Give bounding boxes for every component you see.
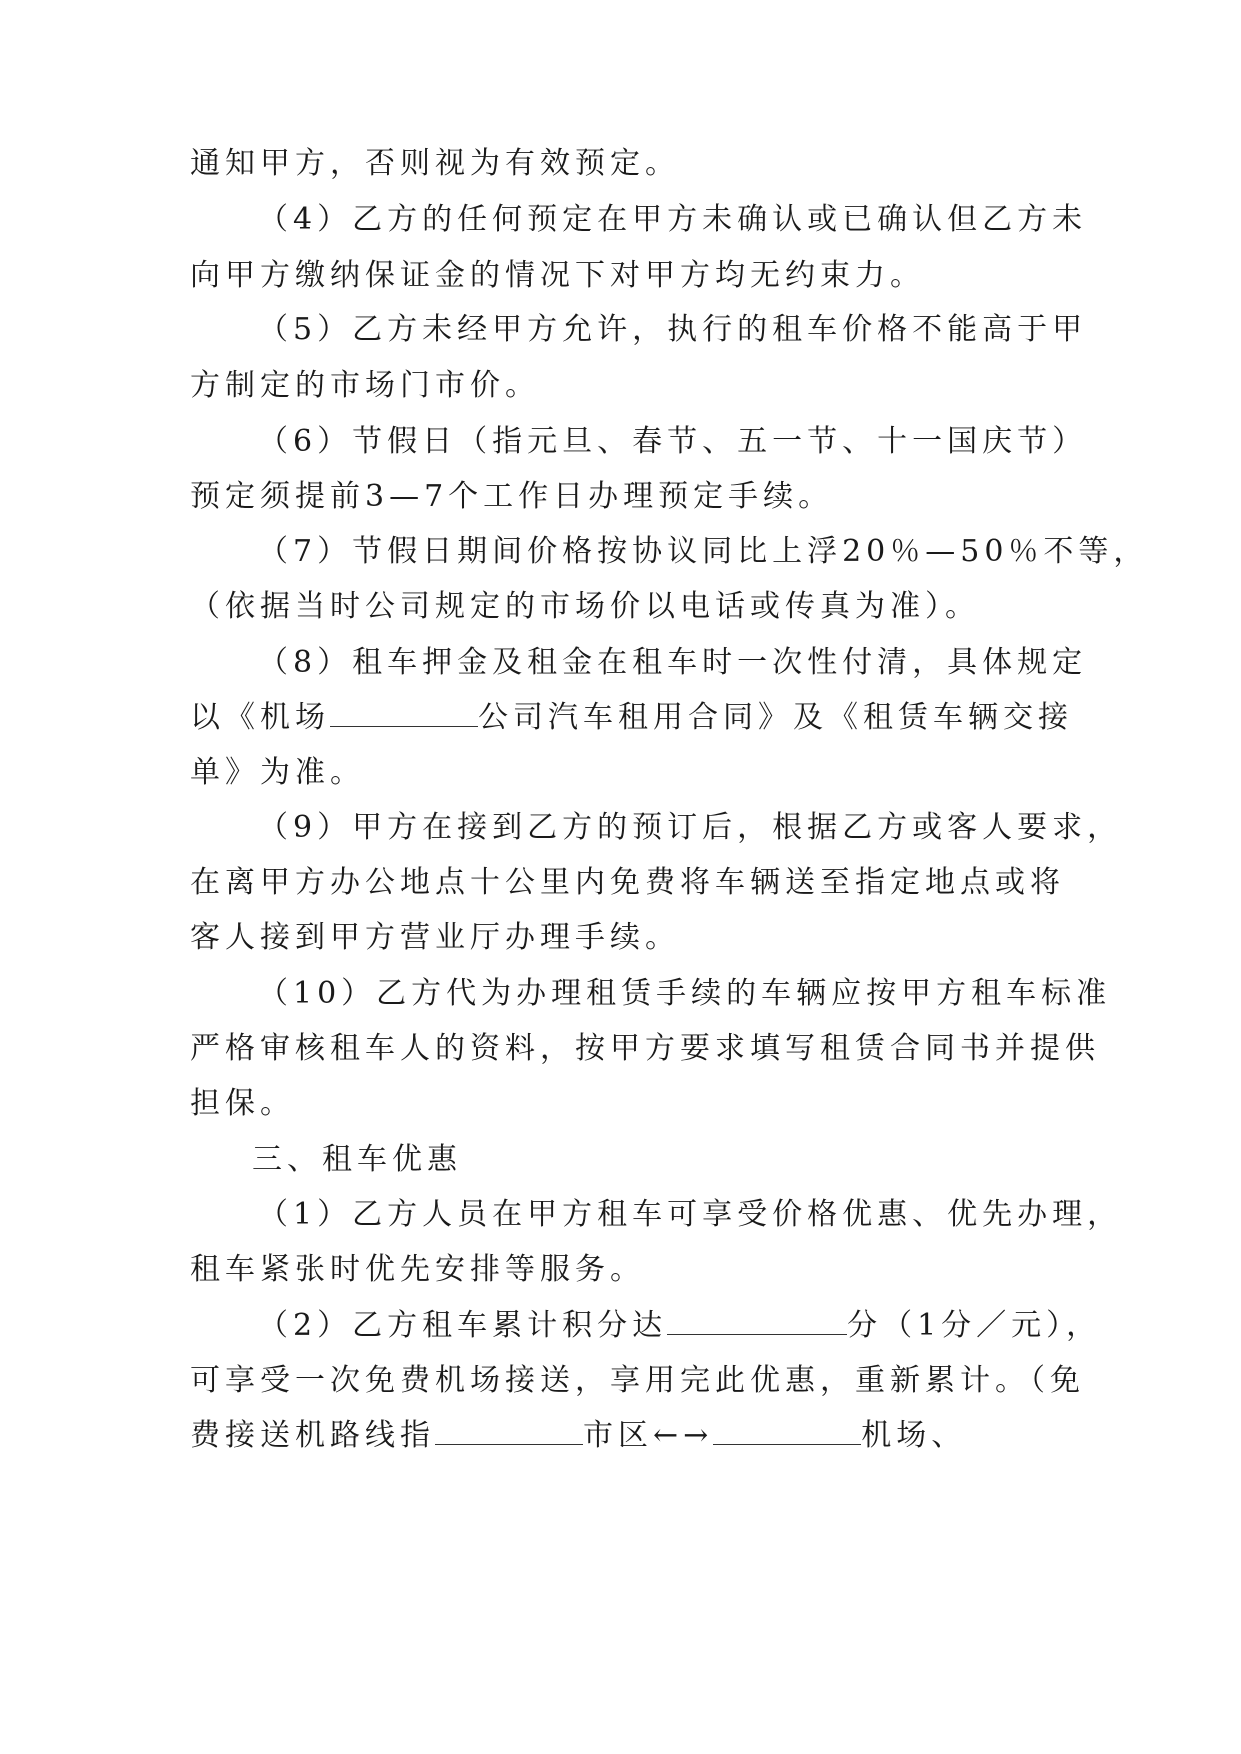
text-segment: 机场、: [861, 1418, 967, 1453]
clause-6-line-2: 预定须提前3—7个工作日办理预定手续。: [190, 479, 834, 514]
section-heading: 三、租车优惠: [252, 1142, 462, 1177]
fill-in-blank[interactable]: [713, 1418, 861, 1445]
discount-1-line-1: （1）乙方人员在甲方租车可享受价格优惠、优先办理，: [258, 1197, 1123, 1232]
clause-10-line-3: 担保。: [190, 1086, 295, 1121]
clause-9-line-2: 在离甲方办公地点十公里内免费将车辆送至指定地点或将: [190, 865, 1065, 900]
discount-2-line-1: [258, 1306, 1101, 1346]
discount-2-line-2: 可享受一次免费机场接送，享用完此优惠，重新累计。（免: [190, 1363, 1085, 1398]
discount-1-line-2: 租车紧张时优先安排等服务。: [190, 1252, 645, 1287]
text-segment: 以《机场: [190, 700, 330, 735]
clause-8-line-3: 单》为准。: [190, 755, 365, 790]
fill-in-blank[interactable]: [667, 1308, 847, 1335]
text-segment: 费接送机路线指: [190, 1418, 435, 1453]
text-segment: （2）乙方租车累计积分达: [258, 1308, 668, 1343]
text-segment: 公司汽车租用合同》及《租赁车辆交接: [478, 700, 1073, 735]
clause-10-line-1: （10）乙方代为办理租赁手续的车辆应按甲方租车标准: [258, 976, 1112, 1011]
clause-7-line-2: （依据当时公司规定的市场价以电话或传真为准）。: [190, 589, 980, 624]
fill-in-blank[interactable]: [435, 1418, 583, 1445]
fill-in-blank[interactable]: [330, 700, 478, 727]
clause-4-line-2: 向甲方缴纳保证金的情况下对甲方均无约束力。: [190, 258, 925, 293]
clause-7-line-1: （7）节假日期间价格按协议同比上浮20％—50％不等，: [258, 534, 1149, 569]
text-segment: 分（1分／元），: [847, 1308, 1102, 1343]
clause-4-line-1: （4）乙方的任何预定在甲方未确认或已确认但乙方未: [258, 202, 1088, 237]
clause-8-line-2: [190, 698, 1073, 738]
clause-9-line-3: 客人接到甲方营业厅办理手续。: [190, 920, 680, 955]
clause-5-line-1: （5）乙方未经甲方允许，执行的租车价格不能高于甲: [258, 312, 1088, 347]
clause-6-line-1: （6）节假日（指元旦、春节、五一节、十一国庆节）: [258, 424, 1088, 459]
clause-5-line-2: 方制定的市场门市价。: [190, 368, 540, 403]
text-line: 通知甲方，否则视为有效预定。: [190, 146, 680, 181]
clause-10-line-2: 严格审核租车人的资料，按甲方要求填写租赁合同书并提供: [190, 1031, 1100, 1066]
clause-9-line-1: （9）甲方在接到乙方的预订后，根据乙方或客人要求，: [258, 810, 1123, 845]
clause-8-line-1: （8）租车押金及租金在租车时一次性付清，具体规定: [258, 645, 1088, 680]
discount-2-line-3: [190, 1416, 966, 1456]
text-segment: 市区←→: [583, 1418, 714, 1453]
